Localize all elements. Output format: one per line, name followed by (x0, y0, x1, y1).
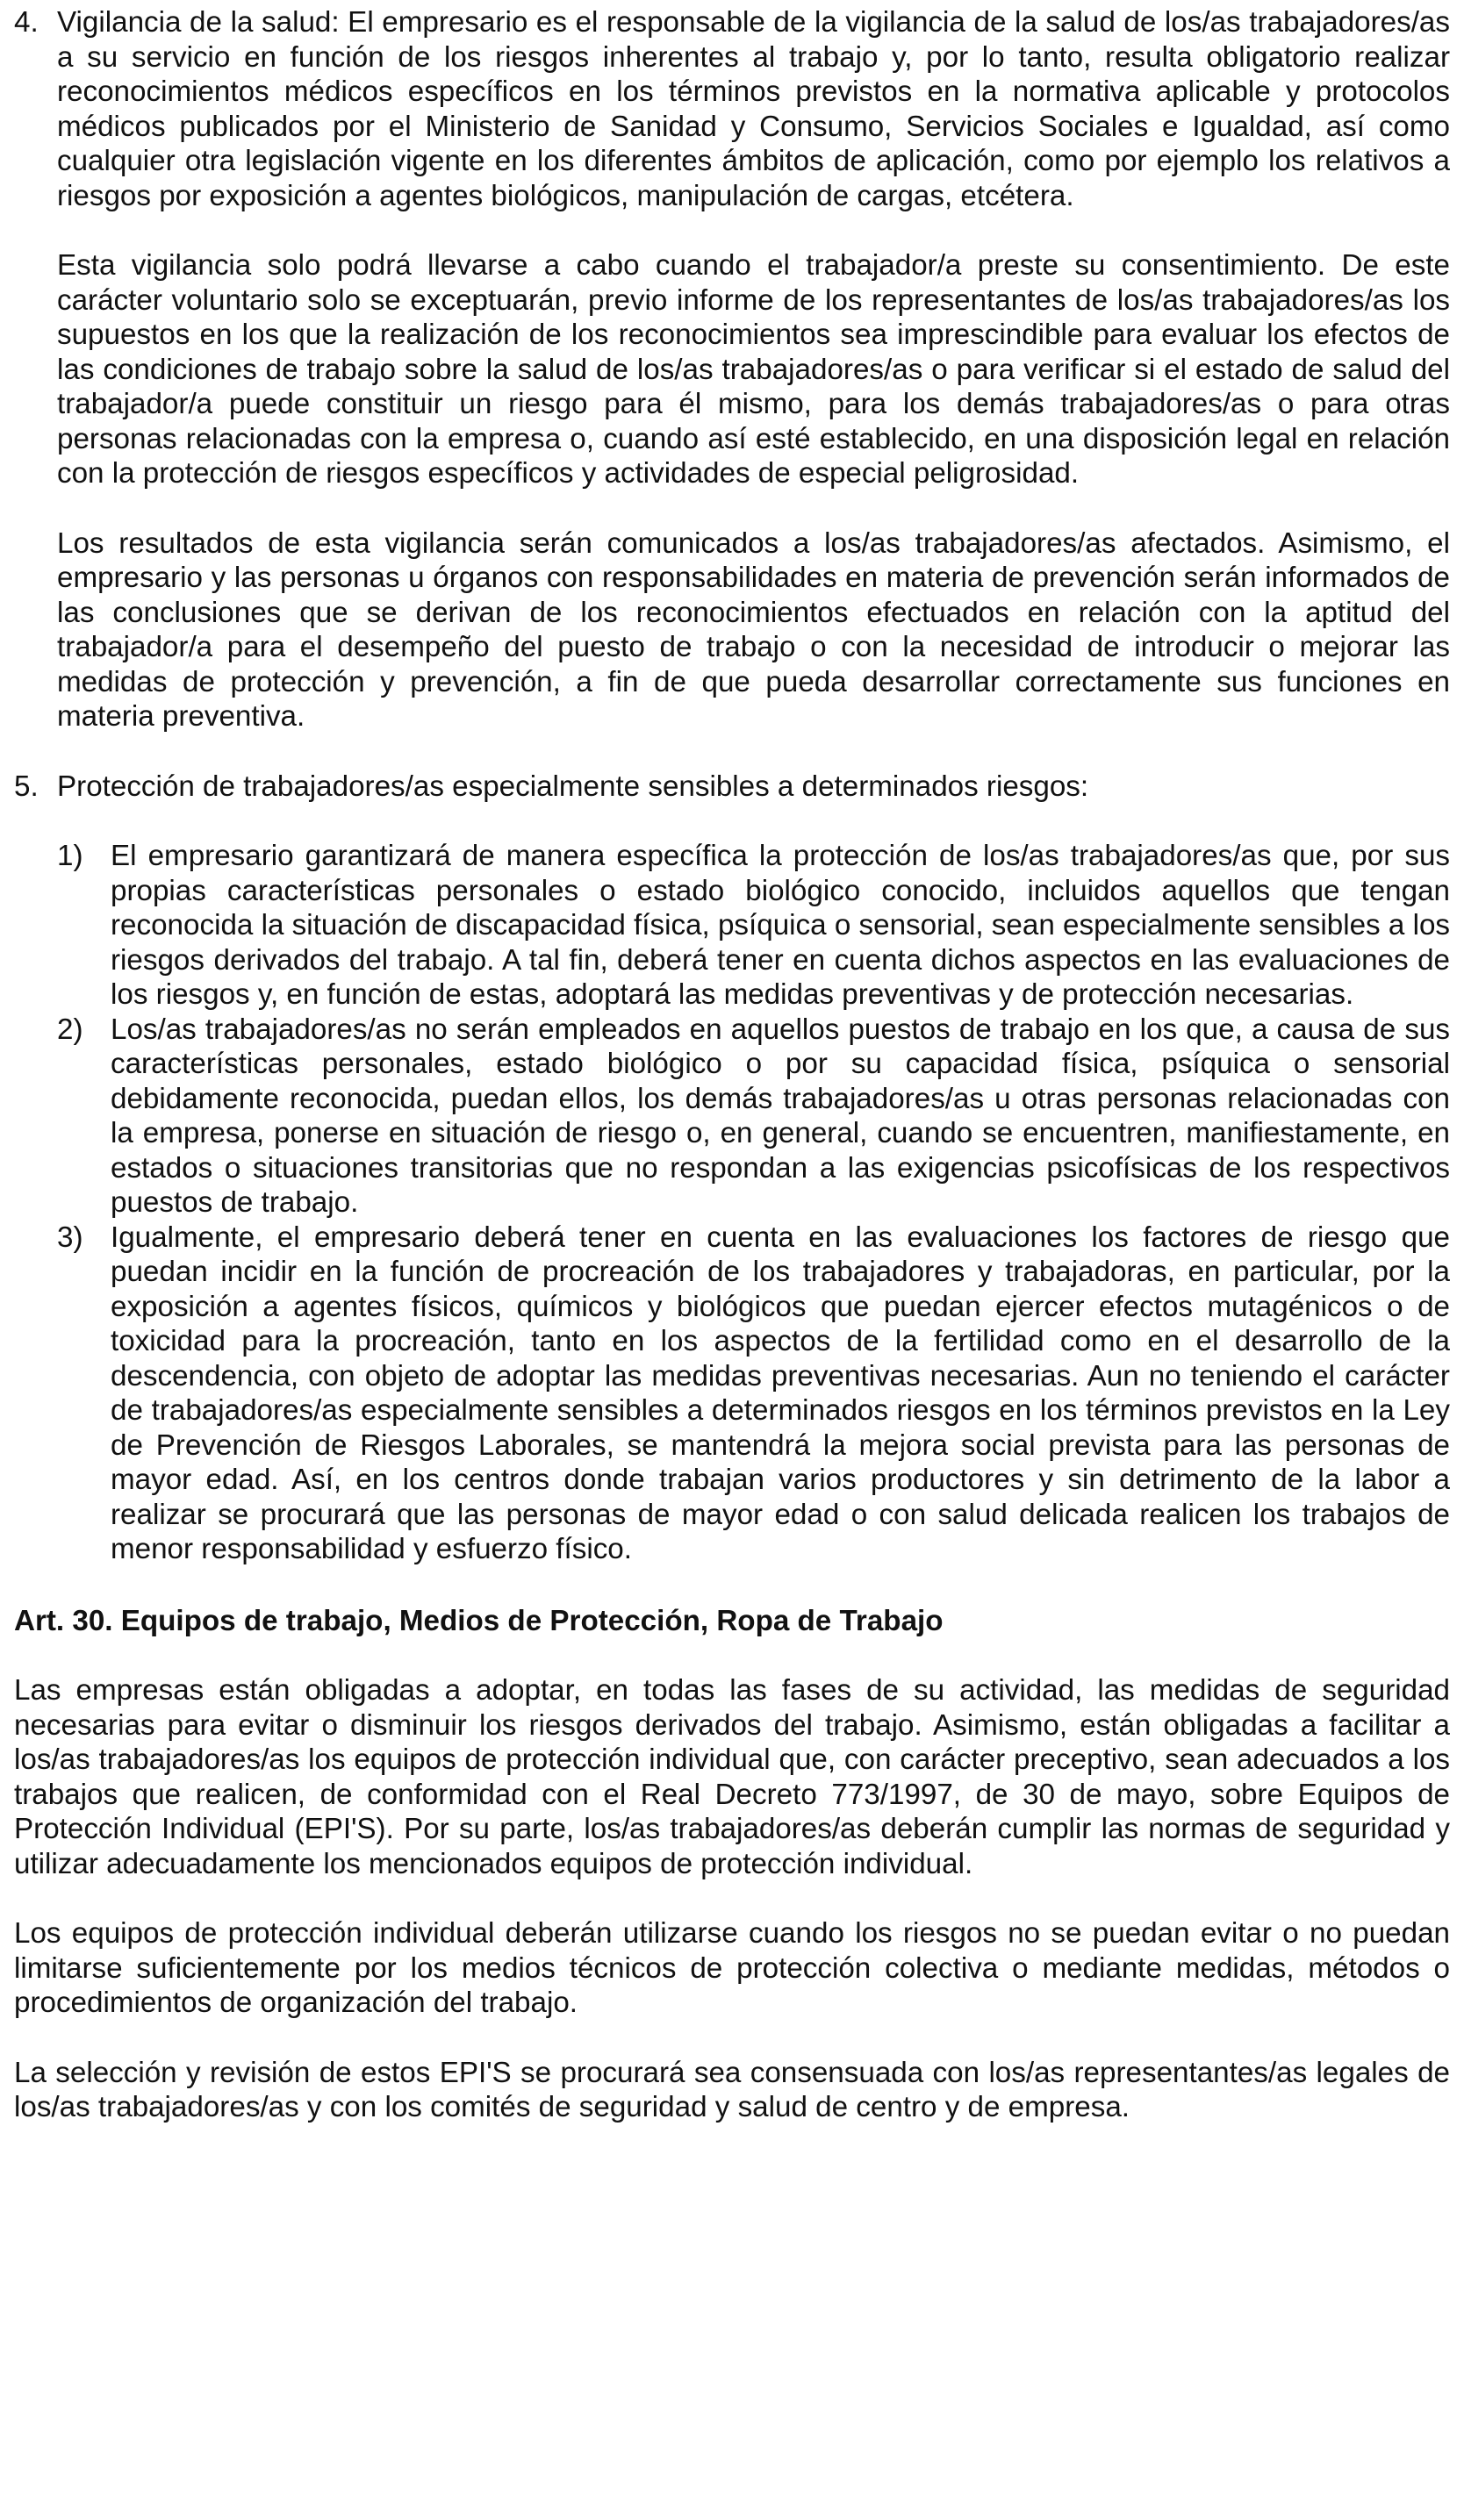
section-5-number: 5. (14, 770, 39, 803)
section-5-list (57, 839, 1450, 1567)
list-item-number: 3) (57, 1221, 83, 1254)
list-item (57, 839, 1450, 1013)
list-item (57, 1013, 1450, 1221)
section-5 (14, 770, 1450, 805)
section-4-number: 4. (14, 6, 39, 39)
list-item-text: El empresario garantizará de manera específica la protección de los/as trabajadores/as que, por sus propias características personales o estado biológico conocido, incluidos aquellos que tengan reconocida la situación de discapacidad física, psíquica o sensorial, sean especialmente sensibles a los riesgos derivados del trabajo. A tal fin, deberá tener en cuenta dichos aspectos en las evaluaciones de los riesgos y, en función de estas, adoptará las medidas preventivas y de protección necesarias. (111, 840, 1450, 1011)
document-page (14, 5, 1450, 2125)
article-30-heading: Art. 30. Equipos de trabajo, Medios de Protección, Ropa de Trabajo (14, 1604, 944, 1637)
section-5-heading: Protección de trabajadores/as especialmente sensibles a determinados riesgos: (57, 770, 1089, 803)
list-item-text: Los/as trabajadores/as no serán empleados en aquellos puestos de trabajo en los que, a causa de sus características personales, estado biológico o por su capacidad física, psíquica o sensorial debidamente reconocida, puedan ellos, los demás trabajadores/as u otras personas relacionadas con la empresa, ponerse en situación de riesgo o, en general, cuando se encuentren, manifiestamente, en estados o situaciones transitorias que no respondan a las exigencias psicofísicas de los respectivos puestos de trabajo. (111, 1013, 1450, 1219)
list-item-number: 1) (57, 840, 83, 872)
list-item-text: Igualmente, el empresario deberá tener en cuenta en las evaluaciones los factores de riesgo que puedan incidir en la función de procreación de los trabajadores y trabajadoras, en particular, por la exposición a agentes físicos, químicos y biológicos que puedan ejercer efectos mutagénicos o de toxicidad para la procreación, tanto en los aspectos de la fertilidad como en el desarrollo de la descendencia, con objeto de adoptar las medidas preventivas necesarias. Aun no teniendo el carácter de trabajadores/as especialmente sensibles a determinados riesgos en los términos previstos en la Ley de Prevención de Riesgos Laborales, se mantendrá la mejora social prevista para las personas de mayor edad. Así, en los centros donde trabajan varios productores y sin detrimento de la labor a realizar se procurará que las personas de mayor edad o con salud delicada realicen los trabajos de menor responsabilidad y esfuerzo físico. (111, 1221, 1450, 1565)
list-item (57, 1221, 1450, 1567)
section-4-paragraph-2: Esta vigilancia solo podrá llevarse a cabo cuando el trabajador/a preste su consentimiento. De este carácter voluntario solo se exceptuarán, previo informe de los representantes de los/as trabajadores/as los supuestos en los que la realización de los reconocimientos sea imprescindible para evaluar los efectos de las condiciones de trabajo sobre la salud de los/as trabajadores/as o para verificar si el estado de salud del trabajador/a puede constituir un riesgo para él mismo, para los demás trabajadores/as o para otras personas relacionadas con la empresa o, cuando así esté establecido, en una disposición legal en relación con la protección de riesgos específicos y actividades de especial peligrosidad. (57, 249, 1450, 490)
article-30-paragraph-1: Las empresas están obligadas a adoptar, en todas las fases de su actividad, las medidas de seguridad necesarias para evitar o disminuir los riesgos derivados del trabajo. Asimismo, están obligadas a facilitar a los/as trabajadores/as los equipos de protección individual que, con carácter preceptivo, sean adecuados a los trabajos que realicen, de conformidad con el Real Decreto 773/1997, de 30 de mayo, sobre Equipos de Protección Individual (EPI'S). Por su parte, los/as trabajadores/as deberán cumplir las normas de seguridad y utilizar adecuadamente los mencionados equipos de protección individual. (14, 1674, 1450, 1880)
section-4-paragraph-1: Vigilancia de la salud: El empresario es el responsable de la vigilancia de la salud de los/as trabajadores/as a su servicio en función de los riesgos inherentes al trabajo y, por lo tanto, resulta obligatorio realizar reconocimientos médicos específicos en los términos previstos en la normativa aplicable y protocolos médicos publicados por el Ministerio de Sanidad y Consumo, Servicios Sociales e Igualdad, así como cualquier otra legislación vigente en los diferentes ámbitos de aplicación, como por ejemplo los relativos a riesgos por exposición a agentes biológicos, manipulación de cargas, etcétera. (57, 6, 1450, 212)
section-4-paragraph-3: Los resultados de esta vigilancia serán comunicados a los/as trabajadores/as afectados. Asimismo, el empresario y las personas u órganos con responsabilidades en materia de prevención serán informados de las conclusiones que se derivan de los reconocimientos efectuados en relación con la aptitud del trabajador/a para el desempeño del puesto de trabajo o con la necesidad de introducir o mejorar las medidas de protección y prevención, a fin de que pueda desarrollar correctamente sus funciones en materia preventiva. (57, 526, 1450, 733)
section-4 (14, 5, 1450, 734)
article-30-paragraph-2: Los equipos de protección individual deberán utilizarse cuando los riesgos no se puedan evitar o no puedan limitarse suficientemente por los medios técnicos de protección colectiva o mediante medidas, métodos o procedimientos de organización del trabajo. (14, 1917, 1450, 2019)
list-item-number: 2) (57, 1013, 83, 1046)
article-30-paragraph-3: La selección y revisión de estos EPI'S se procurará sea consensuada con los/as representantes/as legales de los/as trabajadores/as y con los comités de seguridad y salud de centro y de empresa. (14, 2056, 1450, 2123)
